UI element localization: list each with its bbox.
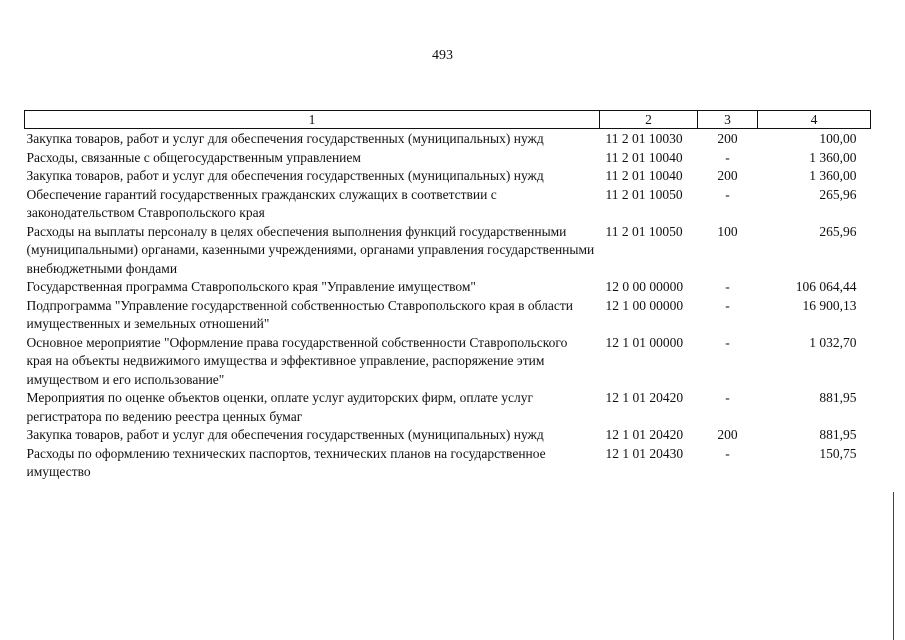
row-name: Закупка товаров, работ и услуг для обеспечения государственных (муниципальных) нужд bbox=[26, 131, 544, 146]
table-row bbox=[25, 445, 871, 482]
row-code: 12 1 01 20420 bbox=[605, 427, 684, 442]
header-col-4: 4 bbox=[758, 111, 871, 129]
row-name: Основное мероприятие "Оформление права государственной собственности Ставропольского края на объекты недвижимого имущества и эффективное управление, распоряжение этим имуществом и его использование" bbox=[26, 334, 568, 387]
budget-table bbox=[24, 110, 871, 482]
row-sum: 1 032,70 bbox=[809, 334, 857, 350]
row-code: 12 1 01 00000 bbox=[605, 334, 684, 350]
row-sum: 881,95 bbox=[819, 390, 857, 405]
row-name: Обеспечение гарантий государственных гражданских служащих в соответствии с законодательством Ставропольского края bbox=[26, 186, 497, 220]
row-name: Государственная программа Ставропольского края "Управление имуществом" bbox=[26, 279, 476, 294]
table-row bbox=[25, 223, 871, 279]
row-type: - bbox=[725, 186, 730, 202]
table-row bbox=[25, 334, 871, 390]
row-sum: 1 360,00 bbox=[809, 168, 857, 183]
row-code: 12 1 01 20430 bbox=[605, 445, 684, 461]
row-type: - bbox=[725, 390, 730, 405]
table-row bbox=[25, 426, 871, 445]
row-sum: 150,75 bbox=[819, 445, 857, 461]
row-type: 100 bbox=[717, 223, 738, 239]
row-code: 11 2 01 10040 bbox=[605, 168, 683, 183]
row-type: - bbox=[725, 297, 730, 313]
scan-edge-line bbox=[893, 492, 894, 640]
row-sum: 106 064,44 bbox=[795, 279, 857, 294]
row-name: Подпрограмма "Управление государственной собственностью Ставропольского края в области имущественных и земельных отношений" bbox=[26, 297, 574, 331]
row-name: Мероприятия по оценке объектов оценки, оплате услуг аудиторских фирм, оплате услуг регистратора по ведению реестра ценных бумаг bbox=[26, 390, 534, 424]
row-code: 11 2 01 10050 bbox=[605, 223, 683, 239]
row-type: - bbox=[725, 279, 730, 294]
table-header-row bbox=[25, 111, 871, 129]
row-name: Закупка товаров, работ и услуг для обеспечения государственных (муниципальных) нужд bbox=[26, 168, 544, 183]
row-code: 12 1 01 20420 bbox=[605, 390, 684, 405]
row-type: 200 bbox=[717, 131, 738, 146]
table-row bbox=[25, 149, 871, 168]
row-name: Расходы по оформлению технических паспортов, технических планов на государственное имущество bbox=[26, 445, 546, 479]
table-row bbox=[25, 186, 871, 223]
row-type: - bbox=[725, 334, 730, 350]
row-sum: 16 900,13 bbox=[802, 297, 857, 313]
row-code: 11 2 01 10030 bbox=[605, 131, 683, 146]
header-col-3: 3 bbox=[698, 111, 758, 129]
row-type: 200 bbox=[717, 427, 738, 442]
page-number: 493 bbox=[432, 48, 453, 63]
row-sum: 1 360,00 bbox=[809, 149, 857, 165]
row-sum: 265,96 bbox=[819, 186, 857, 202]
table-row bbox=[25, 389, 871, 426]
table-row bbox=[25, 278, 871, 297]
row-name: Закупка товаров, работ и услуг для обеспечения государственных (муниципальных) нужд bbox=[26, 427, 544, 442]
table-row bbox=[25, 167, 871, 186]
row-code: 11 2 01 10050 bbox=[605, 186, 683, 202]
row-type: - bbox=[725, 445, 730, 461]
table-row bbox=[25, 129, 871, 149]
header-col-2: 2 bbox=[600, 111, 698, 129]
header-col-1: 1 bbox=[25, 111, 600, 129]
row-sum: 881,95 bbox=[819, 427, 857, 442]
row-type: 200 bbox=[717, 168, 738, 183]
row-sum: 265,96 bbox=[819, 223, 857, 239]
row-sum: 100,00 bbox=[819, 131, 857, 146]
row-code: 12 1 00 00000 bbox=[605, 297, 684, 313]
row-code: 12 0 00 00000 bbox=[605, 279, 684, 294]
table-row bbox=[25, 297, 871, 334]
row-type: - bbox=[725, 149, 730, 165]
row-name: Расходы на выплаты персоналу в целях обеспечения выполнения функций государственными (муниципальными) органами, казенными учреждениями, органами управления государственными внебюджетными фондами bbox=[26, 223, 595, 276]
row-name: Расходы, связанные с общегосударственным управлением bbox=[26, 149, 361, 165]
row-code: 11 2 01 10040 bbox=[605, 149, 683, 165]
